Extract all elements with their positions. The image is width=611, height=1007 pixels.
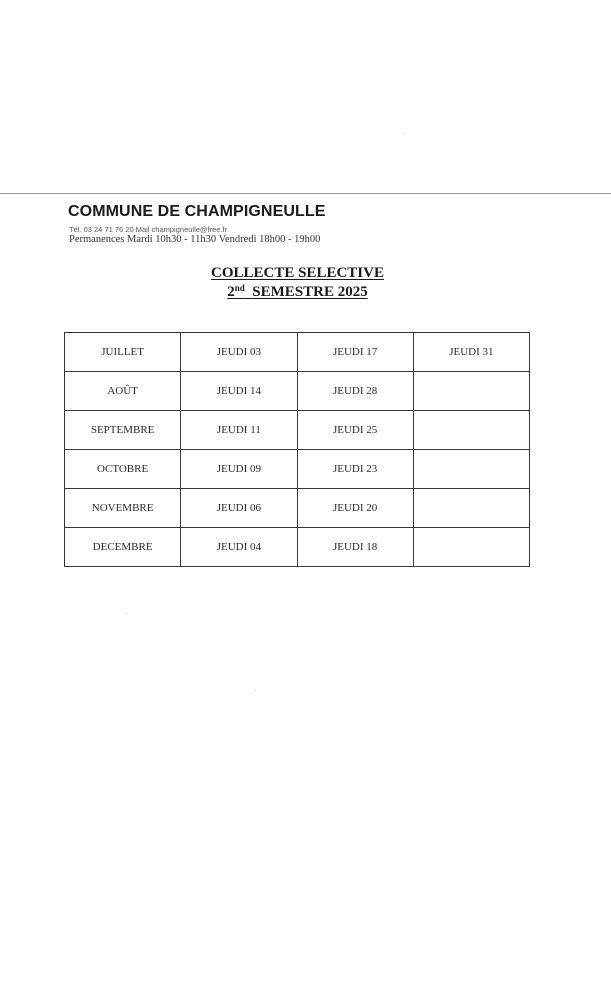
date-cell: JEUDI 14 [181,372,297,411]
date-cell [413,372,529,411]
month-cell: DECEMBRE [65,528,181,567]
date-cell: JEUDI 06 [181,489,297,528]
scan-speck [125,613,126,614]
title-line-1: COLLECTE SELECTIVE [211,265,384,281]
date-cell: JEUDI 03 [181,333,297,372]
date-cell: JEUDI 11 [181,411,297,450]
date-cell: JEUDI 28 [297,372,413,411]
table-row [65,372,530,411]
date-cell [413,411,529,450]
month-cell: AOÛT [65,372,181,411]
date-cell: JEUDI 04 [181,528,297,567]
date-cell: JEUDI 23 [297,450,413,489]
date-cell [413,528,529,567]
scan-edge-line [0,193,611,194]
table-row [65,450,530,489]
semester-number: 2 [227,284,235,300]
date-cell [413,450,529,489]
scan-speck [403,133,404,134]
date-cell: JEUDI 20 [297,489,413,528]
scan-speck [255,690,256,691]
date-cell [413,489,529,528]
office-hours: Permanences Mardi 10h30 - 11h30 Vendredi 18h00 - 19h00 [69,234,321,245]
semester-label: SEMESTRE 2025 [252,284,368,300]
month-cell: SEPTEMBRE [65,411,181,450]
date-cell: JEUDI 18 [297,528,413,567]
organization-name: COMMUNE DE CHAMPIGNEULLE [68,203,326,220]
month-cell: NOVEMBRE [65,489,181,528]
table-row [65,333,530,372]
month-cell: JUILLET [65,333,181,372]
contact-info: Tél. 03 24 71 76 20 Mail champigneulle@free.fr [69,225,228,234]
document-title [0,264,595,302]
table-row [65,411,530,450]
semester-ordinal-suffix: nd [234,283,245,293]
collection-schedule-table [64,332,530,567]
date-cell: JEUDI 09 [181,450,297,489]
table-row [65,489,530,528]
date-cell: JEUDI 25 [297,411,413,450]
table-row [65,528,530,567]
date-cell: JEUDI 17 [297,333,413,372]
month-cell: OCTOBRE [65,450,181,489]
date-cell: JEUDI 31 [413,333,529,372]
title-line-2 [0,283,595,302]
